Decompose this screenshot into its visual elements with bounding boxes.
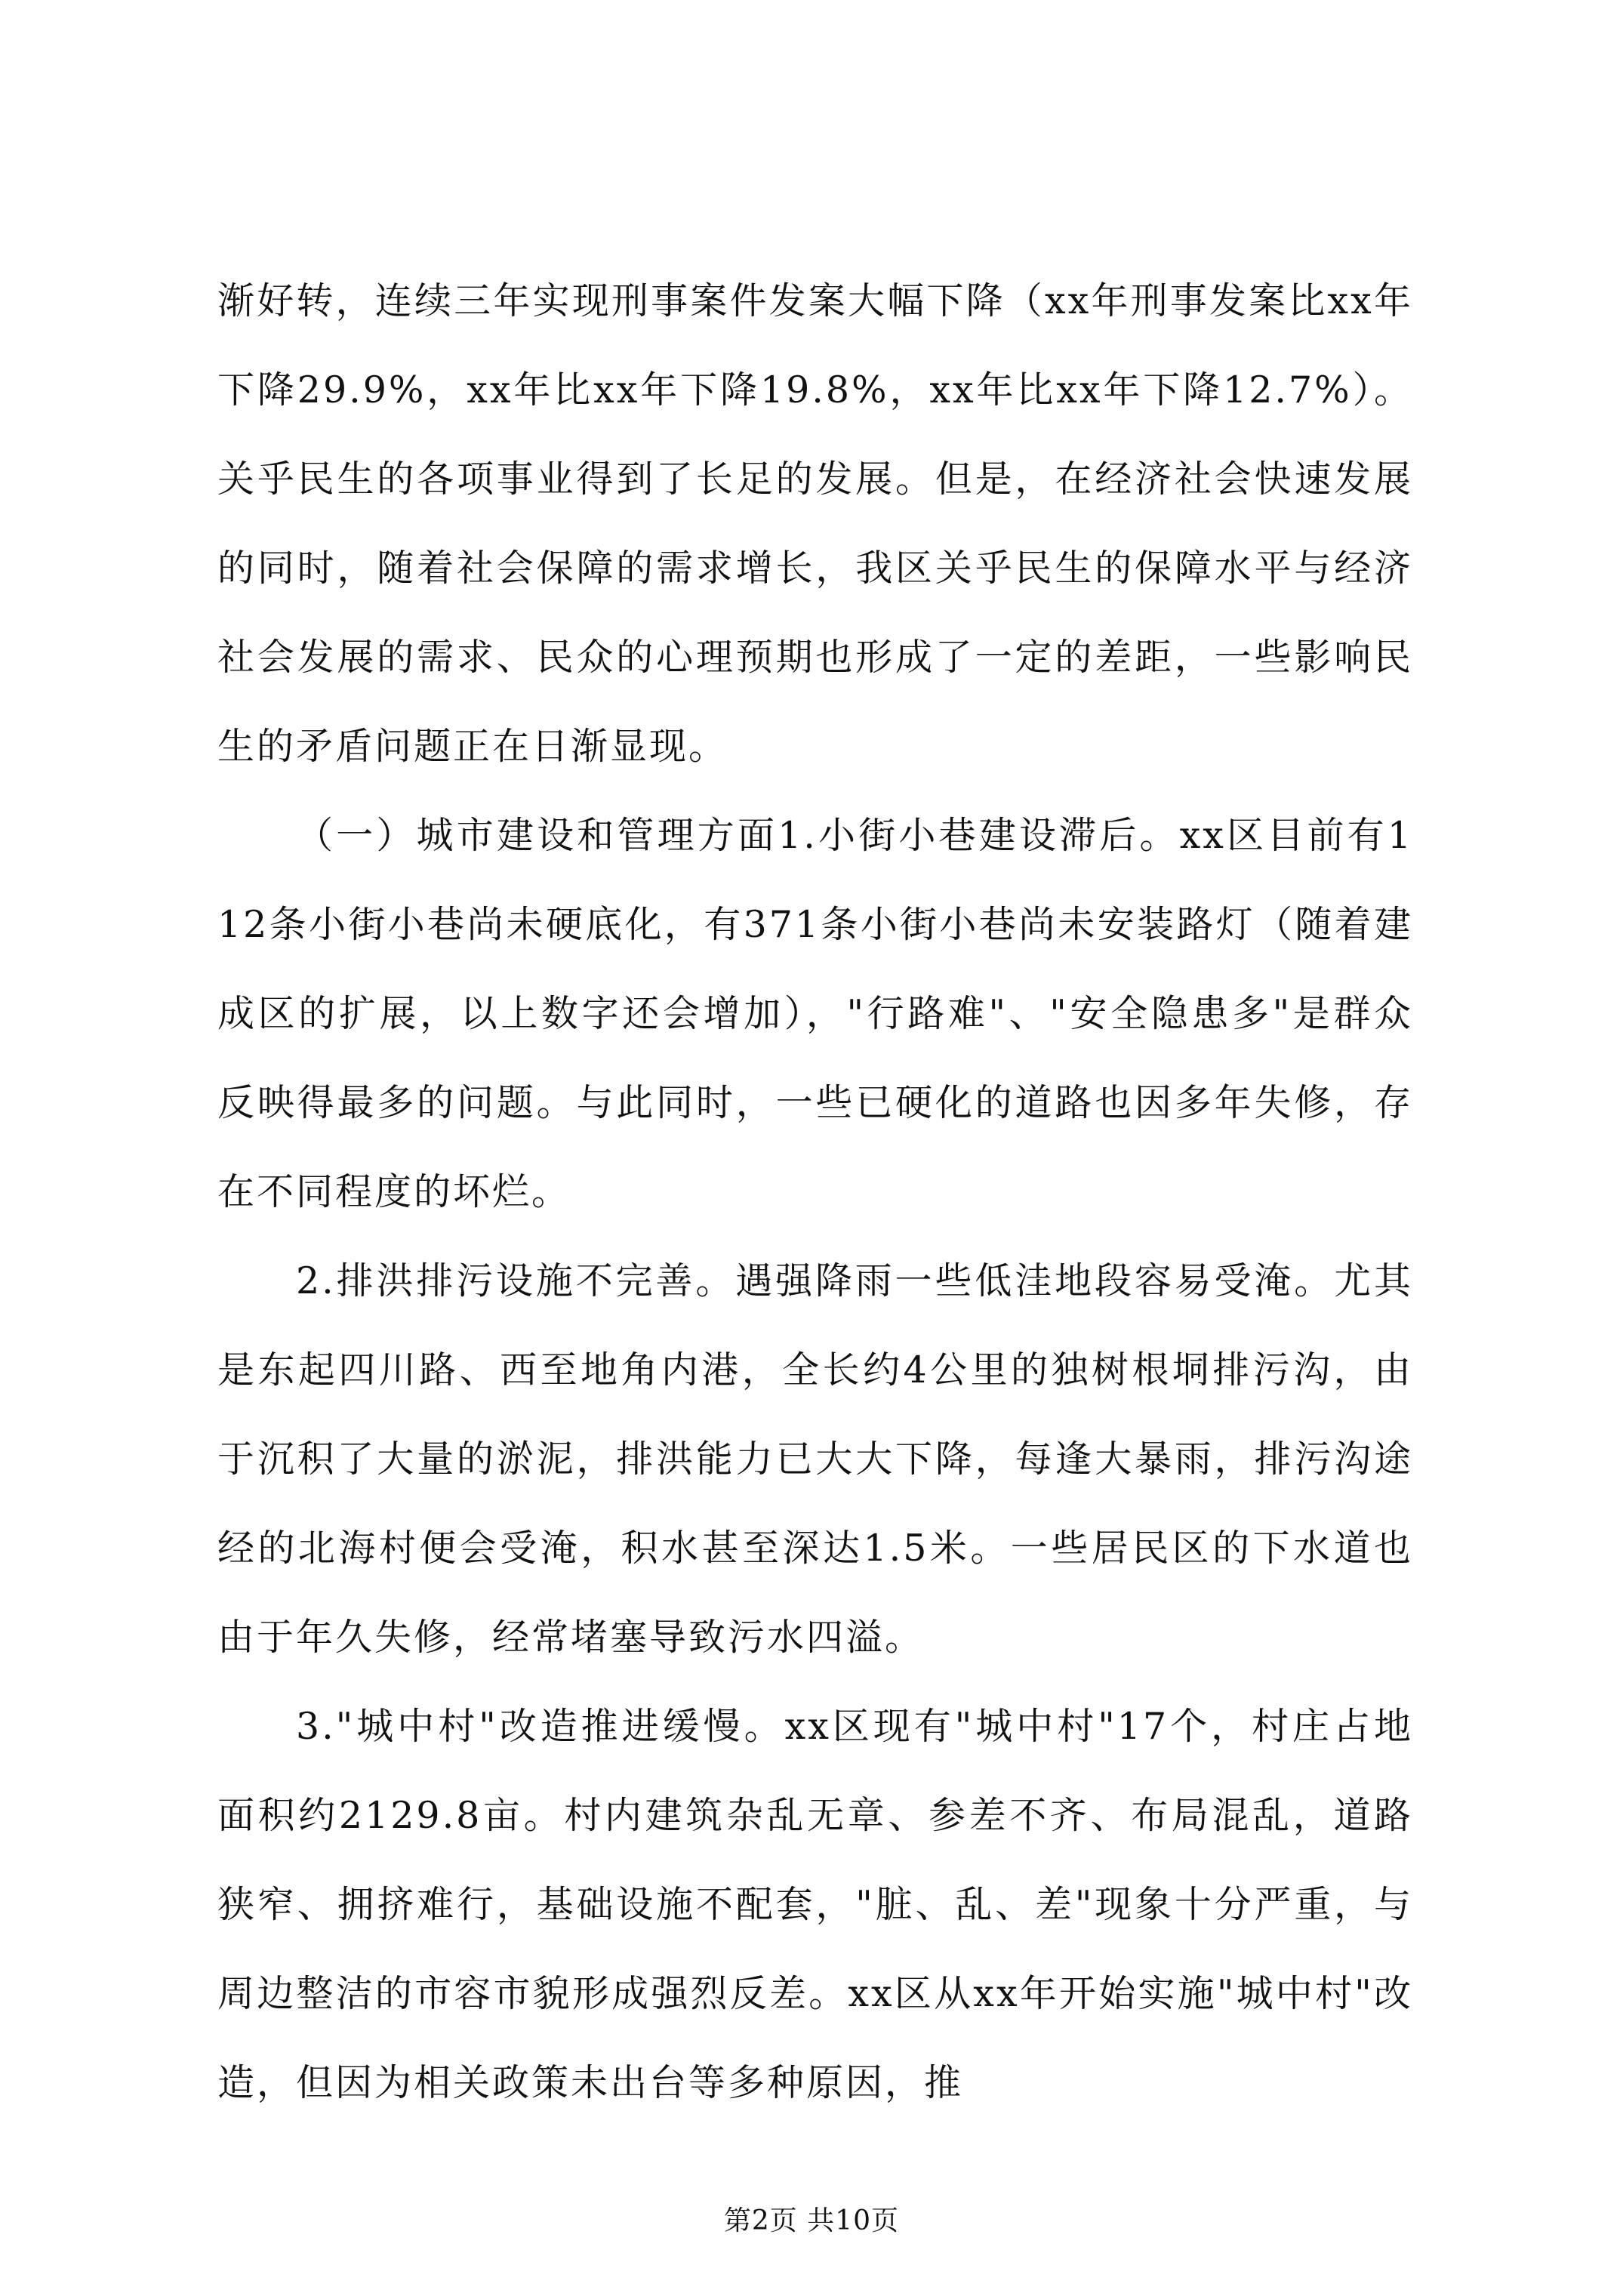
paragraph-drainage: 2.排洪排污设施不完善。遇强降雨一些低洼地段容易受淹。尤其是东起四川路、西至地角内港，全长约4公里的独树根垌排污沟，由于沉积了大量的淤泥，排洪能力已大大下降，每逢大暴雨，排污沟途经的北海村便会受淹，积水甚至深达1.5米。一些居民区的下水道也由于年久失修，经常堵塞导致污水四溢。 bbox=[217, 1259, 1413, 1659]
page-number-footer: 第2页 共10页 bbox=[723, 2205, 900, 2236]
paragraph-urban-village: 3."城中村"改造推进缓慢。xx区现有"城中村"17个，村庄占地面积约2129.8亩。村内建筑杂乱无章、参差不齐、布局混乱，道路狭窄、拥挤难行，基础设施不配套，"脏、乱、差"现象十分严重，与周边整洁的市容市貌形成强烈反差。xx区从xx年开始实施"城中村"改造，但因为相关政策未出台等多种原因，推 bbox=[217, 1705, 1413, 2104]
paragraph-intro-continuation: 渐好转，连续三年实现刑事案件发案大幅下降（xx年刑事发案比xx年下降29.9%，xx年比xx年下降19.8%，xx年比xx年下降12.7%）。关乎民生的各项事业得到了长足的发展。但是，在经济社会快速发展的同时，随着社会保障的需求增长，我区关乎民生的保障水平与经济社会发展的需求、民众的心理预期也形成了一定的差距，一些影响民生的矛盾问题正在日渐显现。 bbox=[217, 279, 1413, 768]
paragraph-urban-construction: （一）城市建设和管理方面1.小街小巷建设滞后。xx区目前有112条小街小巷尚未硬底化，有371条小街小巷尚未安装路灯（随着建成区的扩展，以上数字还会增加），"行路难"、"安全隐患多"是群众反映得最多的问题。与此同时，一些已硬化的道路也因多年失修，存在不同程度的坏烂。 bbox=[217, 814, 1413, 1213]
document-body bbox=[217, 257, 1413, 2128]
